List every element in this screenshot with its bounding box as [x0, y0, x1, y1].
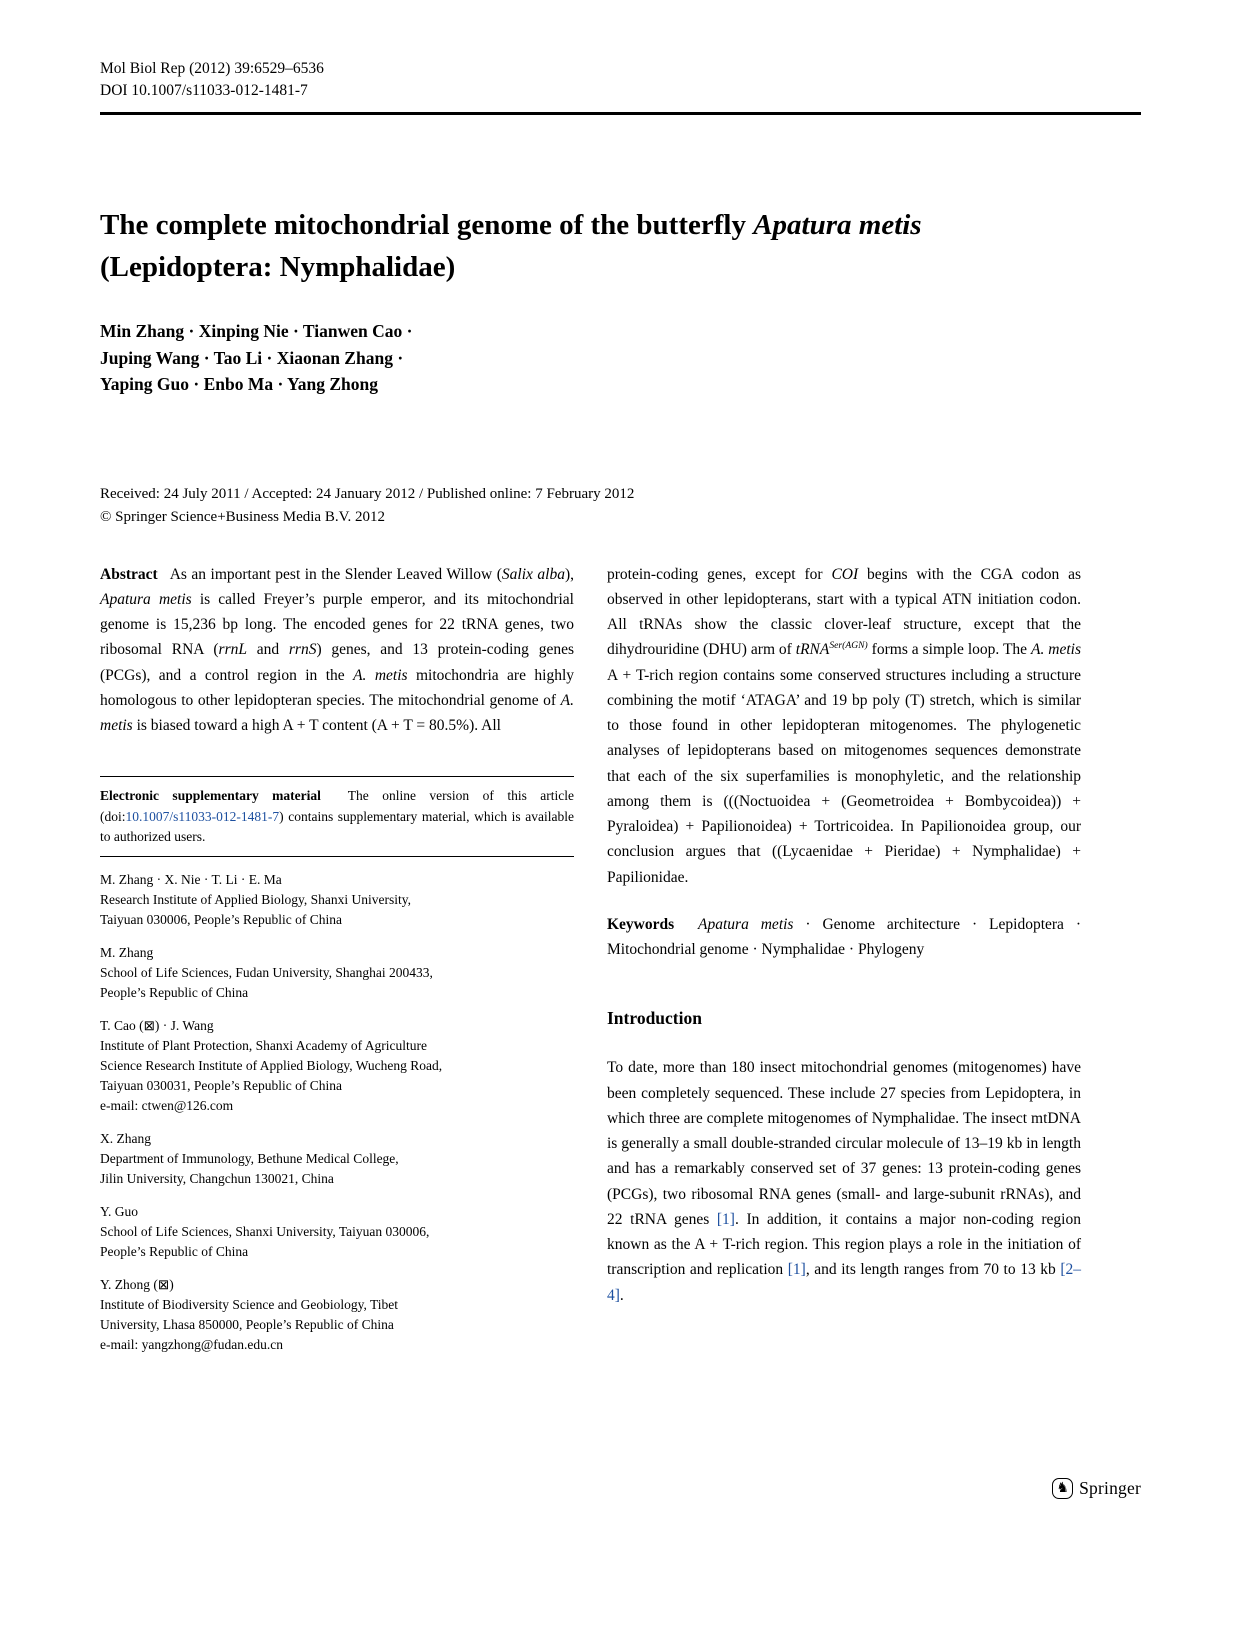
affiliation-entry: M. Zhang School of Life Sciences, Fudan University, Shanghai 200433, People’s Republic of China — [100, 945, 433, 1001]
introduction-paragraph: To date, more than 180 insect mitochondrial genomes (mitogenomes) have been completely sequenced. These include 27 species from Lepidoptera, in which three are complete mitogenomes of Nymphalidae. The insect mtDNA is generally a small double-stranded circular molecule of 13–19 kb in length and has a remarkably conserved set of 37 genes: 13 protein-coding genes (PCGs), two ribosomal RNA genes (small- and large-subunit rRNAs), and 22 tRNA genes [1]. In addition, it contains a major non-coding region known as the A + T-rich region. This region plays a role in the initiation of transcription and replication [1], and its length ranges from 70 to 13 kb [2–4]. — [607, 1059, 1082, 1304]
citation-1[interactable]: [1] — [787, 1261, 806, 1279]
author-list — [100, 318, 1141, 397]
publication-dates — [100, 483, 1141, 530]
header-rule — [100, 112, 1141, 115]
citation-1[interactable]: [1] — [716, 1210, 735, 1228]
abstract-text-left: As an important pest in the Slender Leaved Willow (Salix alba), Apatura metis is called Freyer’s purple emperor, and its mitochondrial genome is 15,236 bp long. The encoded genes for 22 tRNA genes, two ribosomal RNA (rrnL and rrnS) genes, and 13 protein-coding genes (PCGs), and a control region in the A. metis mitochondria are highly homologous to other lepidopteran species. The mitochondrial genome of A. metis is biased toward a high A + T content (A + T = 80.5%). All — [100, 565, 574, 735]
author-line: Juping Wang · Tao Li · Xiaonan Zhang · — [100, 347, 404, 368]
page-footer — [1052, 1478, 1141, 1499]
affiliation-entry: Y. Guo School of Life Sciences, Shanxi University, Taiyuan 030006, People’s Republic of China — [100, 1203, 430, 1259]
springer-horse-icon: ♞ — [1052, 1478, 1073, 1499]
esm-doi-link[interactable]: 10.1007/s11033-012-1481-7 — [125, 808, 280, 824]
received-accepted-line: Received: 24 July 2011 / Accepted: 24 January 2012 / Published online: 7 February 2012 — [100, 486, 635, 503]
affiliation-entry: T. Cao (⊠) · J. Wang Institute of Plant Protection, Shanxi Academy of Agriculture Science Research Institute of Applied Biology, Wucheng Road, Taiyuan 030031, People’s Republic of China e-mail: ctwen@126.com — [100, 1018, 443, 1113]
abstract-paragraph — [100, 562, 574, 739]
affiliation-entry: X. Zhang Department of Immunology, Bethune Medical College, Jilin University, Changchun 130021, China — [100, 1130, 399, 1186]
affiliation-entry: M. Zhang · X. Nie · T. Li · E. Ma Research Institute of Applied Biology, Shanxi University, Taiyuan 030006, People’s Republic of China — [100, 872, 411, 928]
springer-wordmark: Springer — [1079, 1478, 1141, 1498]
right-column — [607, 562, 1081, 1355]
article-title: The complete mitochondrial genome of the butterfly Apatura metis (Lepidoptera: Nymphalidae) — [100, 208, 922, 283]
author-line: Min Zhang · Xinping Nie · Tianwen Cao · — [100, 321, 413, 342]
springer-logo — [1052, 1478, 1141, 1499]
electronic-supplementary-note: Electronic supplementary material The online version of this article (doi:10.1007/s11033-012-1481-7) contains supplementary material, which is available to authorized users. — [100, 788, 574, 844]
journal-ref: Mol Biol Rep (2012) 39:6529–6536 — [100, 60, 324, 77]
page-header — [100, 58, 1141, 103]
abstract-continuation: protein-coding genes, except for COI begins with the CGA codon as observed in other lepidopterans, start with a typical ATN initiation codon. All tRNAs show the classic clover-leaf structure, except that the dihydrouridine (DHU) arm of tRNA$^{Ser(AGN)}$ forms a simple loop. The A. metis A + T-rich region contains some conserved structures including a structure combining the motif ‘ATAGA’ and 19 bp poly (T) stretch, which is similar to those found in other lepidopteran mitogenomes. The phylogenetic analyses of lepidopterans based on mitogenomes sequences demonstrate that each of the six superfamilies is monophyletic, and the relationship among them is (((Noctuoidea + (Geometroidea + Bombycoidea)) + Pyraloidea) + Papilionoidea) + Tortricoidea. In Papilionoidea group, our conclusion argues that ((Lycaenidae + Pieridae) + Nymphalidae) + Papilionidae. — [607, 565, 1082, 886]
author-line: Yaping Guo · Enbo Ma · Yang Zhong — [100, 373, 378, 394]
affiliation-entry: Y. Zhong (⊠) Institute of Biodiversity Science and Geobiology, Tibet University, Lhasa 850000, People’s Republic of China e-mail: yangzhong@fudan.edu.cn — [100, 1276, 398, 1352]
copyright-line: © Springer Science+Business Media B.V. 2012 — [100, 509, 385, 526]
citation-2-4[interactable]: [2–4] — [607, 1261, 1082, 1304]
affiliations-block — [100, 870, 574, 1354]
keywords-paragraph: Keywords Apatura metis · Genome architecture · Lepidoptera · Mitochondrial genome · Nymphalidae · Phylogeny — [607, 915, 1081, 959]
doi-line: DOI 10.1007/s11033-012-1481-7 — [100, 82, 308, 100]
affiliation-separator-rule — [100, 856, 574, 857]
two-column-body — [100, 562, 1141, 1355]
left-column — [100, 562, 574, 1355]
abstract-label: Abstract — [100, 565, 158, 583]
footnote-separator-rule — [100, 776, 574, 777]
introduction-heading: Introduction — [607, 1008, 702, 1029]
